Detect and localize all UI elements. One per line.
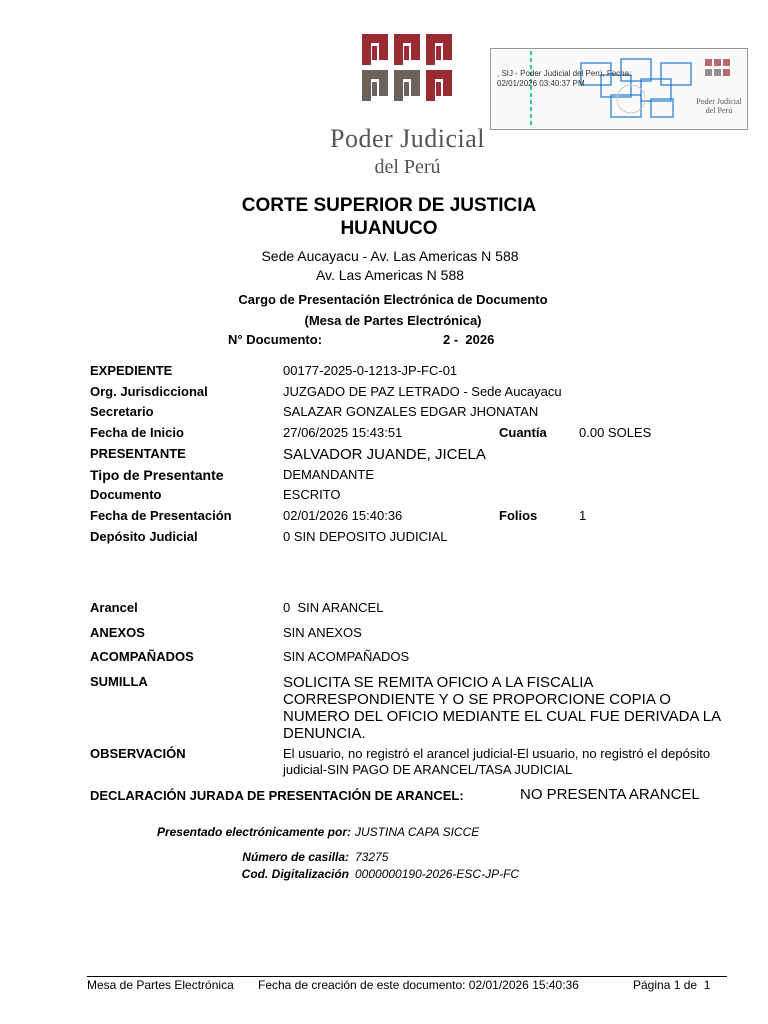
presentante-value: SALVADOR JUANDE, JICELA	[283, 446, 486, 463]
sumilla-value: SOLICITA SE REMITA OFICIO A LA FISCALIA CORRESPONDIENTE Y O SE PROPORCIONE COPIA O NUMERO DEL OFICIO MEDIANTE EL CUAL FUE DERIVADA LA DENUNCIA.	[283, 674, 721, 742]
folios-label: Folios	[499, 508, 538, 523]
cod-digitalizacion-label: Cod. Digitalización	[241, 867, 349, 881]
org-value: JUZGADO DE PAZ LETRADO - Sede Aucayacu	[283, 384, 562, 399]
signature-text: , SIJ - Poder Judicial del Perú, Fecha: 02/01/2026 03:40:37 PM	[497, 69, 632, 88]
deposito-label: Depósito Judicial	[90, 529, 198, 544]
observacion-value: El usuario, no registró el arancel judicial-El usuario, no registró el depósito judicial-SIN PAGO DE ARANCEL/TASA JUDICIAL	[283, 746, 711, 777]
fecha-presentacion-value: 02/01/2026 15:40:36	[283, 508, 403, 523]
secretario-label: Secretario	[90, 404, 154, 419]
tipo-presentante-label: Tipo de Presentante	[90, 467, 224, 483]
court-line1: CORTE SUPERIOR DE JUSTICIA	[241, 195, 537, 216]
fecha-inicio-label: Fecha de Inicio	[90, 425, 184, 440]
folios-value: 1	[579, 508, 587, 523]
tipo-presentante-value: DEMANDANTE	[283, 467, 375, 482]
observacion-label: OBSERVACIÓN	[90, 746, 186, 761]
acompanados-label: ACOMPAÑADOS	[90, 649, 194, 664]
sede-line1: Sede Aucayacu - Av. Las Americas N 588	[261, 248, 519, 264]
documento-label: Documento	[90, 487, 162, 502]
arancel-label: Arancel	[90, 600, 138, 615]
acompanados-value: SIN ACOMPAÑADOS	[283, 649, 410, 664]
court-title	[0, 194, 768, 240]
presentante-label: PRESENTANTE	[90, 446, 186, 461]
secretario-value: SALAZAR GONZALES EDGAR JHONATAN	[283, 404, 539, 419]
anexos-label: ANEXOS	[90, 625, 145, 640]
footer-created: Fecha de creación de este documento: 02/01/2026 15:40:36	[258, 978, 579, 992]
org-label: Org. Jurisdiccional	[90, 384, 208, 399]
deposito-value: 0 SIN DEPOSITO JUDICIAL	[283, 529, 448, 544]
sumilla-label: SUMILLA	[90, 674, 148, 689]
document-number-value: 2 - 2026	[443, 332, 495, 347]
presented-by-value: JUSTINA CAPA SICCE	[355, 825, 480, 839]
declaracion-value: NO PRESENTA ARANCEL	[520, 786, 700, 803]
cargo-title	[0, 289, 768, 331]
logo-line1: Poder Judicial	[329, 124, 486, 153]
fecha-inicio-value: 27/06/2025 15:43:51	[283, 425, 403, 440]
expediente-value: 00177-2025-0-1213-JP-FC-01	[283, 363, 458, 378]
documento-value: ESCRITO	[283, 487, 341, 502]
fecha-presentacion-label: Fecha de Presentación	[90, 508, 232, 523]
footer-rule	[87, 976, 727, 977]
court-line2: HUANUCO	[340, 218, 438, 239]
sede-line2: Av. Las Americas N 588	[315, 267, 465, 283]
cuantia-value: 0.00 SOLES	[579, 425, 652, 440]
document-number-label: N° Documento:	[228, 332, 323, 347]
cargo-line2: (Mesa de Partes Electrónica)	[304, 313, 482, 328]
footer-left: Mesa de Partes Electrónica	[87, 978, 234, 992]
cod-digitalizacion-value: 0000000190-2026-ESC-JP-FC	[355, 867, 520, 881]
cargo-line1: Cargo de Presentación Electrónica de Documento	[238, 292, 548, 307]
declaracion-label: DECLARACIÓN JURADA DE PRESENTACIÓN DE ARANCEL:	[90, 788, 464, 803]
casilla-label: Número de casilla:	[242, 850, 349, 864]
footer-page: Página 1 de 1	[633, 978, 711, 992]
signature-logo-text	[691, 97, 747, 115]
digital-signature-stamp	[490, 48, 748, 130]
arancel-value: 0 SIN ARANCEL	[283, 600, 384, 615]
logo-wordmark	[300, 124, 515, 179]
cuantia-label: Cuantía	[499, 425, 547, 440]
anexos-value: SIN ANEXOS	[283, 625, 362, 640]
presented-by-label: Presentado electrónicamente por:	[156, 825, 351, 839]
signature-logo-line2: del Perú	[705, 106, 733, 115]
logo-line2: del Perú	[374, 156, 441, 178]
signature-logo-line1: Poder Judicial	[696, 97, 742, 106]
sede-address	[0, 247, 768, 285]
signature-graphic	[491, 49, 747, 129]
casilla-value: 73275	[355, 850, 389, 864]
expediente-label: EXPEDIENTE	[90, 363, 173, 378]
